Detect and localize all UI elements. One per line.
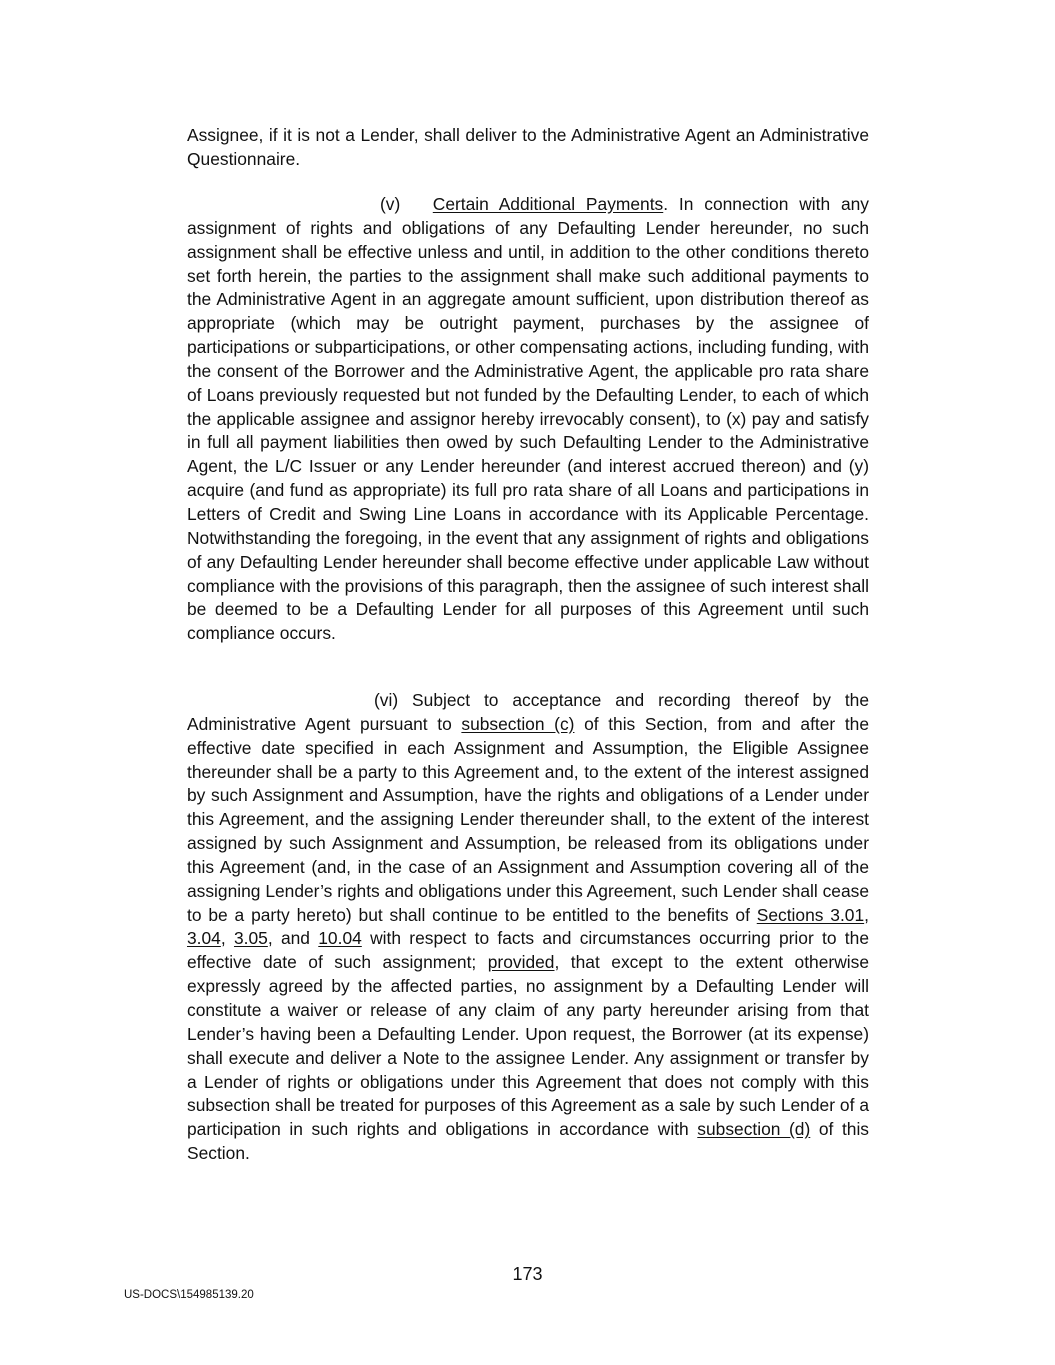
section-10-04-reference: 10.04 — [318, 928, 362, 949]
subsection-c-reference: subsection (c) — [461, 713, 575, 734]
section-v-number: (v) — [380, 194, 401, 214]
section-vi-number: (vi) — [374, 690, 399, 710]
section-vi-effect-of-assignment — [187, 689, 869, 1166]
section-v-body: . In connection with any assignment of rights and obligations of any Defaulting Lender hereunder, no such assignment shall be effective unless and until, in addition to the other conditions thereto set forth herein, the parties to the assignment shall make such additional payments to the Administrative Agent in an aggregate amount sufficient, upon distribution thereof as appropriate (which may be outright payment, purchases by the assignee of participations or subparticipations, or other compensating actions, including funding, with the consent of the Borrower and the Administrative Agent, the applicable pro rata share of Loans previously requested but not funded by the Defaulting Lender, to each of which the applicable assignee and assignor hereby irrevocably consent), to (x) pay and satisfy in full all payment liabilities then owed by such Defaulting Lender to the Administrative Agent, the L/C Issuer or any Lender hereunder (and interest accrued thereon) and (y) acquire (and fund as appropriate) its full pro rata share of all Loans and participations in Letters of Credit and Swing Line Loans in accordance with its Applicable Percentage. Notwithstanding the foregoing, in the event that any assignment of rights and obligations of any Defaulting Lender hereunder shall become effective under applicable Law without compliance with the provisions of this paragraph, then the assignee of such interest shall be deemed to be a Defaulting Lender for all purposes of this Agreement until such compliance occurs. — [187, 194, 869, 644]
sections-3-01-reference: Sections 3.01 — [756, 904, 865, 925]
paragraph-text: Assignee, if it is not a Lender, shall deliver to the Administrative Agent an Administrative Questionnaire. — [187, 125, 869, 169]
document-id: US-DOCS\154985139.20 — [124, 1289, 254, 1301]
provided-term: provided — [487, 952, 555, 973]
paragraph-assignee-questionnaire — [187, 124, 869, 172]
separator: , — [864, 904, 869, 925]
separator: , — [220, 928, 234, 949]
page-number: 173 — [512, 1264, 543, 1284]
section-v-heading: Certain Additional Payments — [432, 194, 664, 214]
section-3-05-reference: 3.05 — [233, 928, 268, 949]
section-vi-text: , that except to the extent otherwise expressly agreed by the affected parties, no assignment by a Defaulting Lender will constitute a waiver or release of any claim of any party hereunder arising from that Lender’s having been a Defaulting Lender. Upon request, the Borrower (at its expense) shall execute and deliver a Note to the assignee Lender. Any assignment or transfer by a Lender of rights or obligations under this Agreement that does not comply with this subsection shall be treated for purposes of this Agreement as a sale by such Lender of a participation in such rights and obligations in accordance with — [187, 952, 869, 1140]
section-v-certain-additional-payments — [187, 193, 869, 646]
section-3-04-reference: 3.04 — [187, 928, 221, 949]
separator: , and — [267, 928, 319, 949]
subsection-d-reference: subsection (d) — [697, 1119, 811, 1140]
section-vi-text: of this Section, from and after the effective date specified in each Assignment and Assumption, the Eligible Assignee thereunder shall be a party to this Agreement and, to the extent of the interest assigned by such Assignment and Assumption, have the rights and obligations of a Lender under this Agreement, and the assigning Lender thereunder shall, to the extent of the interest assigned by such Assignment and Assumption, be released from its obligations under this Agreement (and, in the case of an Assignment and Assumption covering all of the assigning Lender’s rights and obligations under this Agreement, such Lender shall cease to be a party hereto) but shall continue to be entitled to the benefits of — [187, 713, 869, 925]
section-vi-text: Subject to acceptance and recording thereof by the Administrative Agent pursuant to — [187, 690, 869, 734]
section-vi-text: of this Section. — [187, 1119, 870, 1164]
section-vi-text: with respect to facts and circumstances occurring prior to the effective date of such assignment; — [187, 928, 869, 973]
